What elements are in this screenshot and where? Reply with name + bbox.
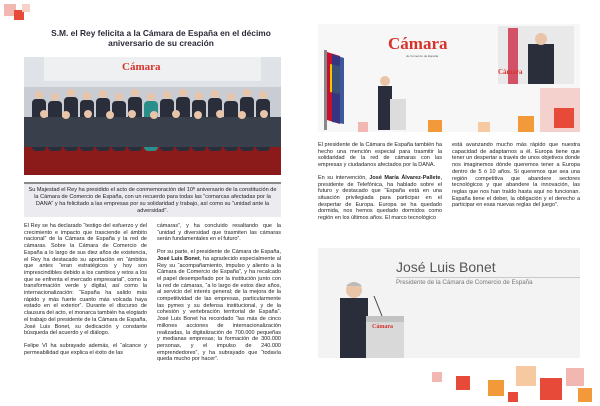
bonet-name-heading: José Luis Bonet [396, 259, 496, 275]
bonet-role-caption: Presidente de la Cámara de Comercio de España [396, 279, 533, 286]
decor-square-br-3 [488, 380, 504, 396]
col2-bold-name: José Luis Bonet [157, 255, 200, 262]
body-column-1 [24, 223, 147, 362]
col3-text-b: , presidente de Telefónica, ha hablado sobre el futuro y destacado que “España está en una situación privilegiada para participar en el despertar de Europa. Europa se ha quedado dormida, nos hemos quedado dormidos como región en los últimos años. El marco tecnológico [318, 174, 442, 222]
body-column-2 [157, 223, 281, 369]
group-photo-camara-logo: Cámara [122, 61, 161, 73]
article-title: S.M. el Rey felicita a la Cámara de España en el décimo aniversario de su creación [51, 28, 271, 48]
body-column-4 [452, 142, 580, 215]
decor-square-br-8 [508, 392, 518, 402]
col2-paragraph-2 [157, 249, 281, 363]
col3-text-a: En su intervención, [318, 174, 370, 181]
decor-square-br-6 [566, 368, 584, 386]
col2-text-a: Por su parte, el presidente de Cámara de España, [157, 249, 281, 256]
col2-text-b: , ha agradecido especialmente al Rey su “acompañamiento, impulso y aliento a la Cámara de Comercio de España”, y ha recalcado el papel desempeñado por la institución junto con la red de cámaras, “a lo largo de estos diez años, al servicio del interés general; de la mejora de la competitividad de las empresas, particularmente las pymes y su defensa institucional, y de la cohesión y vertebración territorial de España”. José Luis Bonet ha recordado “las más de cinco millones acciones de internacionalización realizadas, la digitalización de 700.000 pequeñas y medianas empresas; la formación de 300.000 personas, y el impulso de 240.000 emprendedores”, y ha subrayado que “todavía queda mucho por hacer”. [157, 255, 281, 363]
group-photo-illustration [24, 57, 281, 175]
king-speech-photo [318, 24, 580, 132]
decor-square-br-1 [432, 372, 442, 382]
col4-paragraph-1: está avanzando mucho más rápido que nuestra capacidad de adaptarnos a él. Europa tiene que tener un despertar a través de unos objetivos donde nos imaginemos dónde queremos tener a Europa dentro de 5 ó 10 años. Si queremos que sea una región competitiva que abandere sectores tecnológicos y que abandere la innovación, las reglas que nos han traído hasta aquí no funcionan. España tiene el deber, la obligación y el derecho a participar en esas nuevas reglas del juego”. [452, 142, 580, 209]
col1-paragraph-1: El Rey se ha declarado “testigo del esfuerzo y del crecimiento e impacto que trasciende el ámbito nacional” de la Cámara de España y la red de cámaras. Sobre la Cámara de Comercio de España a lo largo de sus diez años de existencia, el Rey ha destacado su aportación en “ámbitos que antes “eran estratégicos y hoy son imprescindibles debido a los cambios y retos a los que se enfrenta el mercado empresarial”, como la transformación verde y digital, así como la internacionalización: “España ha salido más rápido y más fuerte cuanto más volcada haya estado en el exterior”. Durante el discurso de clausura del acto, el monarca también ha elogiado el trabajo del presidente de la Cámara de España, José Luis Bonet, su dedicación y constante búsqueda del acuerdo y el diálogo. [24, 223, 147, 337]
decor-square-top-left-3 [22, 4, 30, 12]
king-photo-camara-logo: Cámara [388, 34, 448, 53]
podium-camara-logo: Cámara [498, 68, 523, 76]
intro-box: Su Majestad el Rey ha presidido el acto de conmemoración del 10º aniversario de la constitución de la Cámara de Comercio de España, con un recuerdo para todas las “comarcas afectadas por la DANA” y ha felicitado a las empresas por su solidaridad y trabajo, así como su “unidad ante la adversidad”. [24, 182, 281, 217]
king-photo-logo-subtitle: de Comercio de España [406, 54, 439, 58]
body-column-3 [318, 142, 442, 228]
col3-bold-name: José María Álvarez-Pallete [369, 174, 441, 181]
col3-paragraph-2 [318, 175, 442, 222]
col2-paragraph-1: cámaras”, y ha concluido resaltando que la “unidad y diversidad que trasmiten las cámaras serán fundamentales en el futuro”. [157, 223, 281, 243]
decor-square-br-7 [578, 388, 592, 402]
group-photo [24, 57, 281, 175]
bonet-name-divider [396, 277, 580, 278]
bonet-speech-photo [318, 248, 580, 358]
decor-square-br-4 [516, 366, 536, 386]
king-photo-illustration [318, 24, 580, 132]
decor-square-br-2 [456, 376, 470, 390]
col1-paragraph-2: Felipe VI ha subrayado además, el “alcance y permeabilidad que explica el éxito de las [24, 342, 147, 356]
col3-paragraph-1: El presidente de la Cámara de España también ha hecho una mención especial para trasmitir la solidaridad de la red de cámaras con las empresas y ciudadanos afectados por la DANA. [318, 142, 442, 169]
bonet-podium-logo: Cámara [372, 324, 393, 330]
decor-square-br-5 [540, 378, 562, 400]
